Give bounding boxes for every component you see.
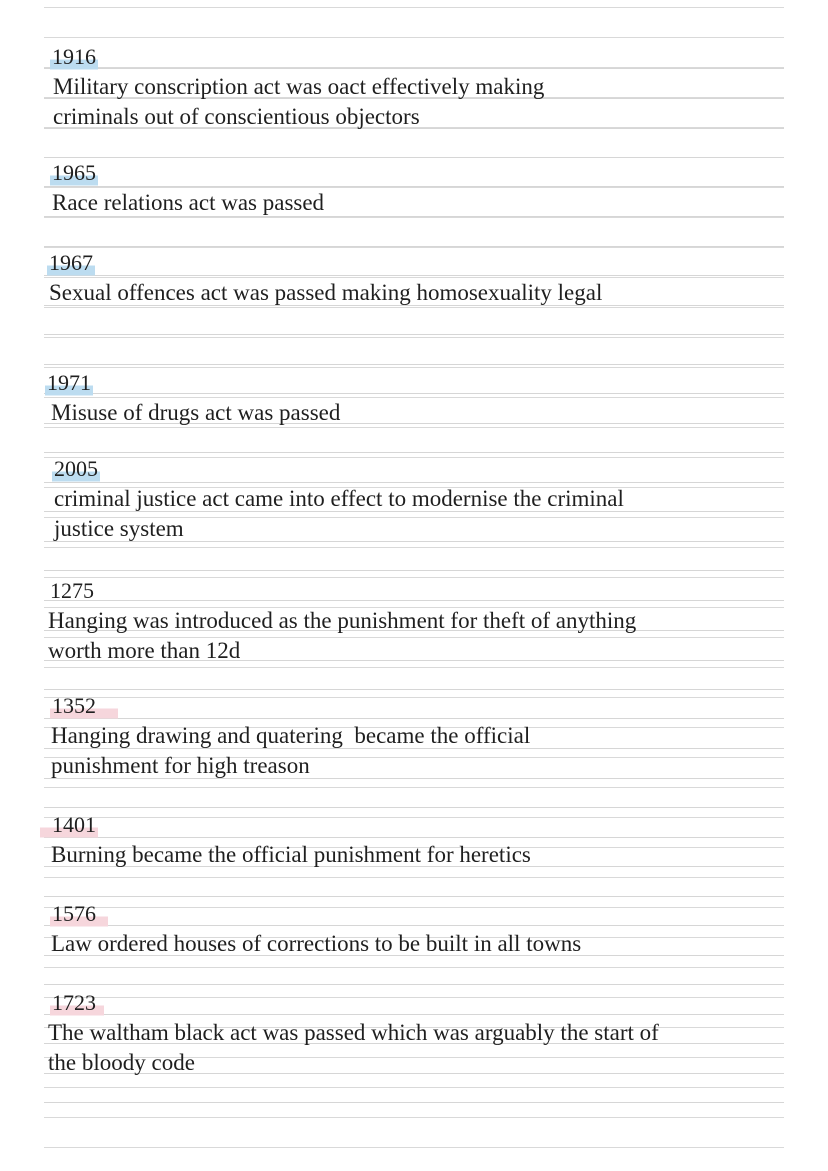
entry-description: criminal justice act came into effect to modernise the criminal justice system xyxy=(54,486,624,541)
year-label: 1723 xyxy=(50,988,104,1018)
entry-description: The waltham black act was passed which was arguably the start of the bloody code xyxy=(48,1020,659,1075)
entry-description: Sexual offences act was passed making homosexuality legal xyxy=(49,280,603,305)
year-label: 1275 xyxy=(50,578,94,603)
year-label: 1967 xyxy=(47,248,95,278)
year-label: 1965 xyxy=(50,158,98,188)
year-label: 1401 xyxy=(40,810,98,840)
year-label: 2005 xyxy=(52,454,100,484)
entry-description: Hanging drawing and quatering became the official punishment for high treason xyxy=(51,723,536,778)
year-label: 1352 xyxy=(50,691,118,721)
year-label: 1576 xyxy=(50,899,108,929)
entry-description: Race relations act was passed xyxy=(52,190,325,215)
entry-description: Misuse of drugs act was passed xyxy=(51,400,341,425)
year-label: 1916 xyxy=(50,42,98,72)
year-label: 1971 xyxy=(45,368,93,398)
entry-description: Military conscription act was oact effectively making criminals out of conscientious objectors xyxy=(53,74,545,129)
entry-description: Hanging was introduced as the punishment for theft of anything worth more than 12d xyxy=(48,608,637,663)
entry-description: Law ordered houses of corrections to be built in all towns xyxy=(51,931,582,956)
entry-description: Burning became the official punishment for heretics xyxy=(51,842,531,867)
